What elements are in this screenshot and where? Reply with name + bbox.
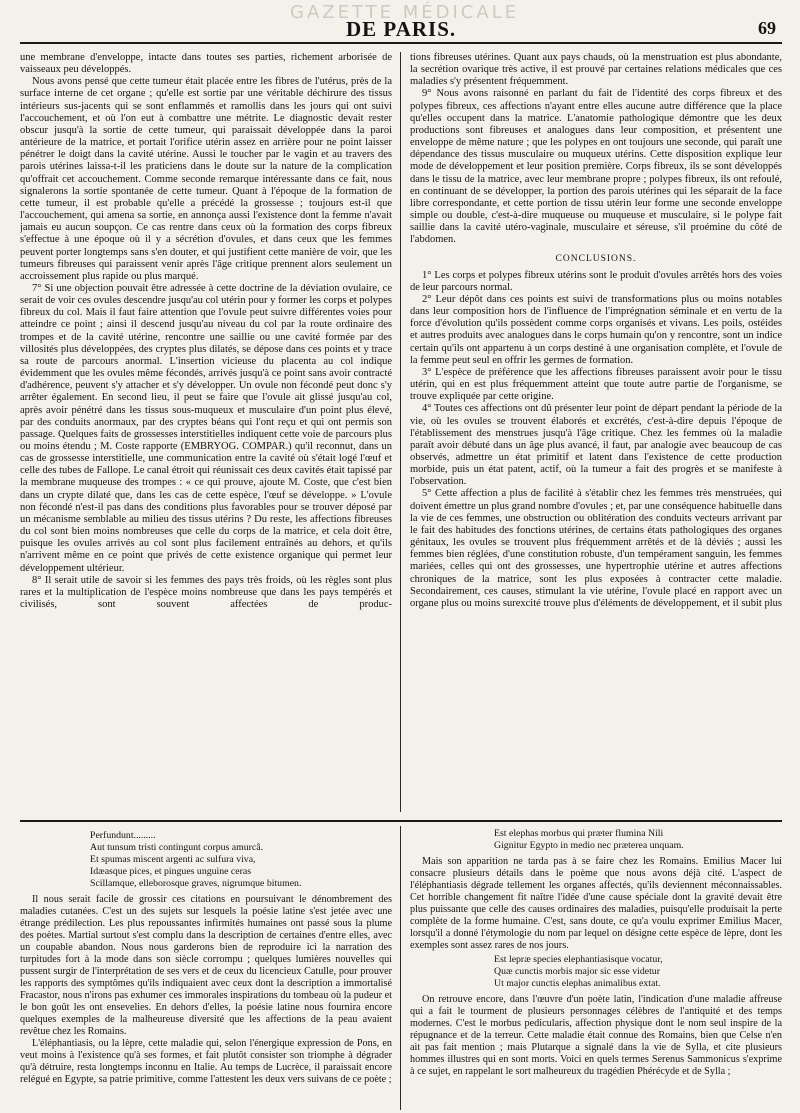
verse-quotation (20, 830, 392, 890)
bleed-through-text: GAZETTE MÉDICALE (290, 2, 520, 23)
verse-line: Perfundunt......... (90, 830, 156, 841)
verse-line: Idæasque pices, et pingues unguine ceras (90, 866, 252, 877)
page-header (20, 2, 782, 44)
verse-line: Scillamque, elleborosque graves, nigrumque bitumen. (90, 878, 302, 889)
top-left-column (20, 52, 392, 814)
paragraph: 1° Les corps et polypes fibreux utérins sont le produit d'ovules arrêtés hors des voies de leur parcours normal. (410, 269, 782, 293)
paragraph: 8° Il serait utile de savoir si les femmes des pays très froids, où les règles sont plus rares et la multiplication de l'espèce moins nombreuse que dans les pays tempérés et civilisés, sont souvent affectées de produc- (20, 574, 392, 611)
running-title: DE PARIS. (346, 17, 457, 41)
paragraph: On retrouve encore, dans l'œuvre d'un poète latin, l'indication d'une maladie affreuse qui a fait le tourment de plusieurs personnages célèbres de l'antiquité et des temps modernes. C'est le morbus pedicularis, affection physique dont le nom seul inspire de la répugnance et de la terreur. Cette maladie était connue des Romains, bien que Celse n'en ait pas fait mention ; mais Plutarque a signalé dans la vie de Sylla, et cite plusieurs hommes illustres qui en sont morts. Voici en quels termes Serenus Sammonicus s'exprime à ce sujet, en rappelant le sort malheureux du tragédien Phérécyde et de Sylla ; (410, 994, 782, 1077)
verse-quotation (410, 954, 782, 990)
paragraph: 5° Cette affection a plus de facilité à s'établir chez les femmes très menstruées, qui doivent émettre un plus grand nombre d'ovules ; et, par une conséquence habituelle dans la vie de ces femmes, une obstruction ou oblitération des conduits vecteurs arrivant par le fait des habitudes des fonctions utérines, de certains états pathologiques des organes génitaux, les ovules se trouvent plus fréquemment arrêtés et de là déviés ; aussi les femmes bien réglées, d'une constitution robuste, d'un tempérament sanguin, les femmes mariées, celles qui ont des grossesses, une hypertrophie utérine et autres affections chroniques de la matrice, sont les plus exposées à contracter cette maladie. Secondairement, ces causes, stimulant la vie utérine, l'ovule placé en rapport avec un organe plus ou moins surexcité trouve plus d'éléments de développement, et il subit plus (410, 488, 782, 609)
verse-quotation (410, 828, 782, 852)
feuilleton-separator (20, 820, 782, 822)
column-divider (400, 826, 401, 1110)
section-heading: CONCLUSIONS. (555, 253, 637, 264)
verse-line: Ut major cunctis elephas animalibus extat. (494, 978, 661, 989)
verse-line: Gignitur Egypto in medio nec præterea unquam. (494, 840, 684, 851)
paragraph: 2° Leur dépôt dans ces points est suivi de transformations plus ou moins notables dans leur composition hors de l'influence de l'imprégnation séminale et en vertu de la force d'évolution qu'ils possèdent comme corps organisés et vivans. Les poils, ostéides et autres produits avec analogues dans le corps humain qu'on y rencontre, sont un indice certain qu'ils ont appartenu à un corps destiné à une organisation complète, et l'ovule de la femme peut seul en offrir les germes de formation. (410, 293, 782, 366)
paragraph: une membrane d'enveloppe, intacte dans toutes ses parties, richement arborisée de vaisseaux peu développés. (20, 52, 392, 76)
column-divider (400, 52, 401, 812)
paragraph: tions fibreuses utérines. Quant aux pays chauds, où la menstruation est plus abondante, la secrétion ovarique très active, il est prouvé par certaines relations médicales que ces maladies s'y présentent fréquemment. (410, 52, 782, 88)
paragraph: Mais son apparition ne tarda pas à se faire chez les Romains. Emilius Macer lui consacre plusieurs détails dans le poème que nous avons déjà cité. L'aspect de l'éléphantiasis dégrade tellement les organes affectés, qu'ils deviennent méconnaissables. Cet horrible changement fit naître l'idée d'une cause spéciale dont la gravité devait être plus puissante que celle des causes ordinaires des maladies, puisqu'elle produisait la perte complète de la forme humaine. C'est, sans doute, ce qu'a voulu exprimer Emilius Macer, lorsqu'il a donné l'étymologie du nom par lequel on désigne cette espèce de lèpre, dont les exemples sont assez rares de nos jours. (410, 856, 782, 951)
paragraph: 7° Si une objection pouvait être adressée à cette doctrine de la déviation ovulaire, ce serait de voir ces ovules descendre jusqu'au col utérin pour y former les corps et polypes fibreux du col. Mais il faut faire attention que l'ovule peut suivre différentes voies pour atteindre ce point ; ainsi il descend jusqu'au niveau du col par la route ordinaire des trompes et de la cavité utérine, rencontre une saillie ou une cavité formée par des villosités plus développées, des cryptes plus dilatés, se dépose dans ces points et y trace sa route de parcours anormal. L'insertion vicieuse du placenta au col indique évidemment que les ovules même fécondés, arrivés jusqu'à ce point sans avoir contracté d'adhérence, peuvent s'y attacher et s'y développer. Un ovule non fécondé peut donc s'y arrêter également. En second lieu, il peut se faire que l'ovule ait glissé jusqu'au col, après avoir pénétré dans les tissus sous-muqueux et musculaire d'un point plus élevé, par des conduits anormaux, par des cryptes béans qui l'ont reçu et qui ont permis son passage. Quelques faits de grossesses interstitielles indiquent cette voie de parcours plus ou moins étendu ; M. Coste rapporte (EMBRYOG. COMPAR.) qu'il reconnut, dans un cas de grossesse interstitielle, une communication entre la cavité où s'était logé l'œuf et celle des tubes de Fallope. Le canal étroit qui réunissait ces deux cavités était tapissé par la membrane muqueuse des trompes : « ce qui prouve, ajoute M. Coste, que c'est bien dans un crypte dilaté que, dans les cas de cette espèce, l'œuf se développe. » L'ovule non fécondé n'est-il pas dans des conditions plus favorables pour se trouver déposé par un mécanisme semblable au milieu des tissus utérins ? Du reste, les affections fibreuses du col sont bien moins nombreuses que celle du corps de la matrice, et cela doit être, puisque les ovules arrivés au col sont plus facilement entraînés au dehors, et qu'ils n'arrivent même en ce point que privés de cette existence organique qui permet leur développement ultérieur. (20, 282, 392, 574)
paragraph: Nous avons pensé que cette tumeur était placée entre les fibres de l'utérus, près de la surface interne de cet organe ; qu'elle est sortie par une véritable déchirure des tissus intérieurs sus-jacents qui se sont enflammés et ramollis dans les jours qui ont suivi l'accouchement, et où l'on eut à combattre une métrite. Le diagnostic devait rester obscur jusqu'à la sortie de cette tumeur, qui paraissait développée dans la paroi antérieure de la matrice, et portait l'orifice utérin assez en arrière pour ne point laisser pénétrer le doigt dans la cavité utérine. Aussi le toucher par le vagin et au travers des parois utérines laissa-t-il les praticiens dans le doute sur la nature de la complication qu'offrait cet accouchement. Comme seconde remarque intéressante dans ce fait, nous signalerons la sortie spontanée de cette tumeur. Quant à l'époque de la formation de cette tumeur, il est probable qu'elle a précédé la grossesse ; toujours est-il que l'accouchement, qui amena sa sortie, en annonça aussi l'existence dont la femme n'avait jamais eu aucun soupçon. Ce cas rentre dans ceux où la formation des corps fibreux s'effectue à une époque où il y a sécrétion d'ovules, et dans ceux que les femmes peuvent porter longtemps sans s'en douter, et qui justifient cette manière de voir, que les tumeurs fibreuses qui paraissent venir après l'âge critique prennent alors seulement un accroissement plus rapide ou plus marqué. (20, 76, 392, 282)
verse-line: Et spumas miscent argenti ac sulfura viva, (90, 854, 256, 865)
top-right-column (410, 52, 782, 814)
page-number: 69 (758, 18, 776, 38)
bottom-left-column (20, 828, 392, 1111)
verse-line: Est lepræ species elephantiasisque vocatur, (494, 954, 663, 965)
paragraph: 9° Nous avons raisonné en parlant du fait de l'identité des corps fibreux et des polypes fibreux, ces affections n'ayant entre elles aucune autre différence que la place qu'elles occupent dans la matrice. L'anatomie pathologique démontre que les deux productions sont fibreuses et analogues dans leur composition, et présentent une enveloppe de même nature ; que les polypes en ont toujours une seconde, qui paraît une dépendance des tissus musculaire ou muqueux utérins. Cette disposition explique leur mode de développement et leur position première. Corps fibreux, ils se sont développés dans le tissu de la matrice, avec leur membrane propre ; polypes fibreux, ils ont refoulé, en continuant de se développer, la portion des parois utérines qui les séparait de la face libre correspondante, et cette portion de tissu utérin leur forme une seconde enveloppe simple ou double, c'est-à-dire muqueuse ou muqueuse et musculaire, si le polype fait saillie dans la cavité utéro-vaginale, musculaire et séreuse, s'il proémine du côté de l'abdomen. (410, 88, 782, 246)
verse-line: Est elephas morbus qui præter flumina Nili (494, 828, 664, 839)
paragraph: L'éléphantiasis, ou la lèpre, cette maladie qui, selon l'énergique expression de Pons, en veut moins à l'existence qu'à ses formes, et fait plutôt consister son triomphe à dégrader qu'à détruire, resta longtemps inconnu en Italie. Au temps de Lucrèce, il paraissait encore relégué en Egypte, sa patrie primitive, comme l'attestent les deux vers suivans de ce poète ; (20, 1038, 392, 1085)
paragraph: 3° L'espèce de préférence que les affections fibreuses paraissent avoir pour le tissu utérin, qui en est plus fréquemment atteint que toute autre partie de l'organisme, se trouve expliquée par cette origine. (410, 366, 782, 403)
verse-line: Quæ cunctis morbis major sic esse videtur (494, 966, 660, 977)
verse-line: Aut tunsum tristi contingunt corpus amurcâ. (90, 842, 264, 853)
paragraph: Il nous serait facile de grossir ces citations en poursuivant le dénombrement des maladies cutanées. C'est un des sujets sur lesquels la poésie latine s'est jetée avec une étrange prédilection. Les plus repoussantes infirmités humaines ont passé sous la plume des poètes. Martial surtout s'est complu dans la description de certaines d'entre elles, avec un coupable abandon. Nous nous garderons bien de reproduire ici la narration des turpitudes fort à la mode dans son siècle corrompu ; quelques lumières nouvelles qui pussent surgir de l'interprétation de ses vers et de ceux du licencieux Catulle, pour prouver les rapports des symptômes qu'ils indiquaient avec ceux dont la description a immortalisé Fracastor, nous n'irons pas exhumer ces immorales inspirations du tombeau où la pudeur et le bon goût les ont ensevelies. En dehors d'elles, la poésie latine nous fournira encore quelques exemples de la malheureuse diversité que les affections de la peau avaient revêtue chez les Romains. (20, 894, 392, 1037)
bottom-right-column (410, 828, 782, 1111)
paragraph: 4° Toutes ces affections ont dû présenter leur point de départ pendant la période de la vie, où les ovules se trouvent élaborés et excrétés, c'est-à-dire depuis l'époque de l'établissement des menstrues jusqu'à l'âge critique. Chez les femmes où la maladie paraît avoir débuté dans un âge plus avancé, il faut, par analogie avec beaucoup de cas observés, admettre un état primitif et latent dans l'existence de cette production morbide, puis un état patent, actif, où la tumeur a fait des progrès et se manifeste à l'observation. (410, 403, 782, 488)
